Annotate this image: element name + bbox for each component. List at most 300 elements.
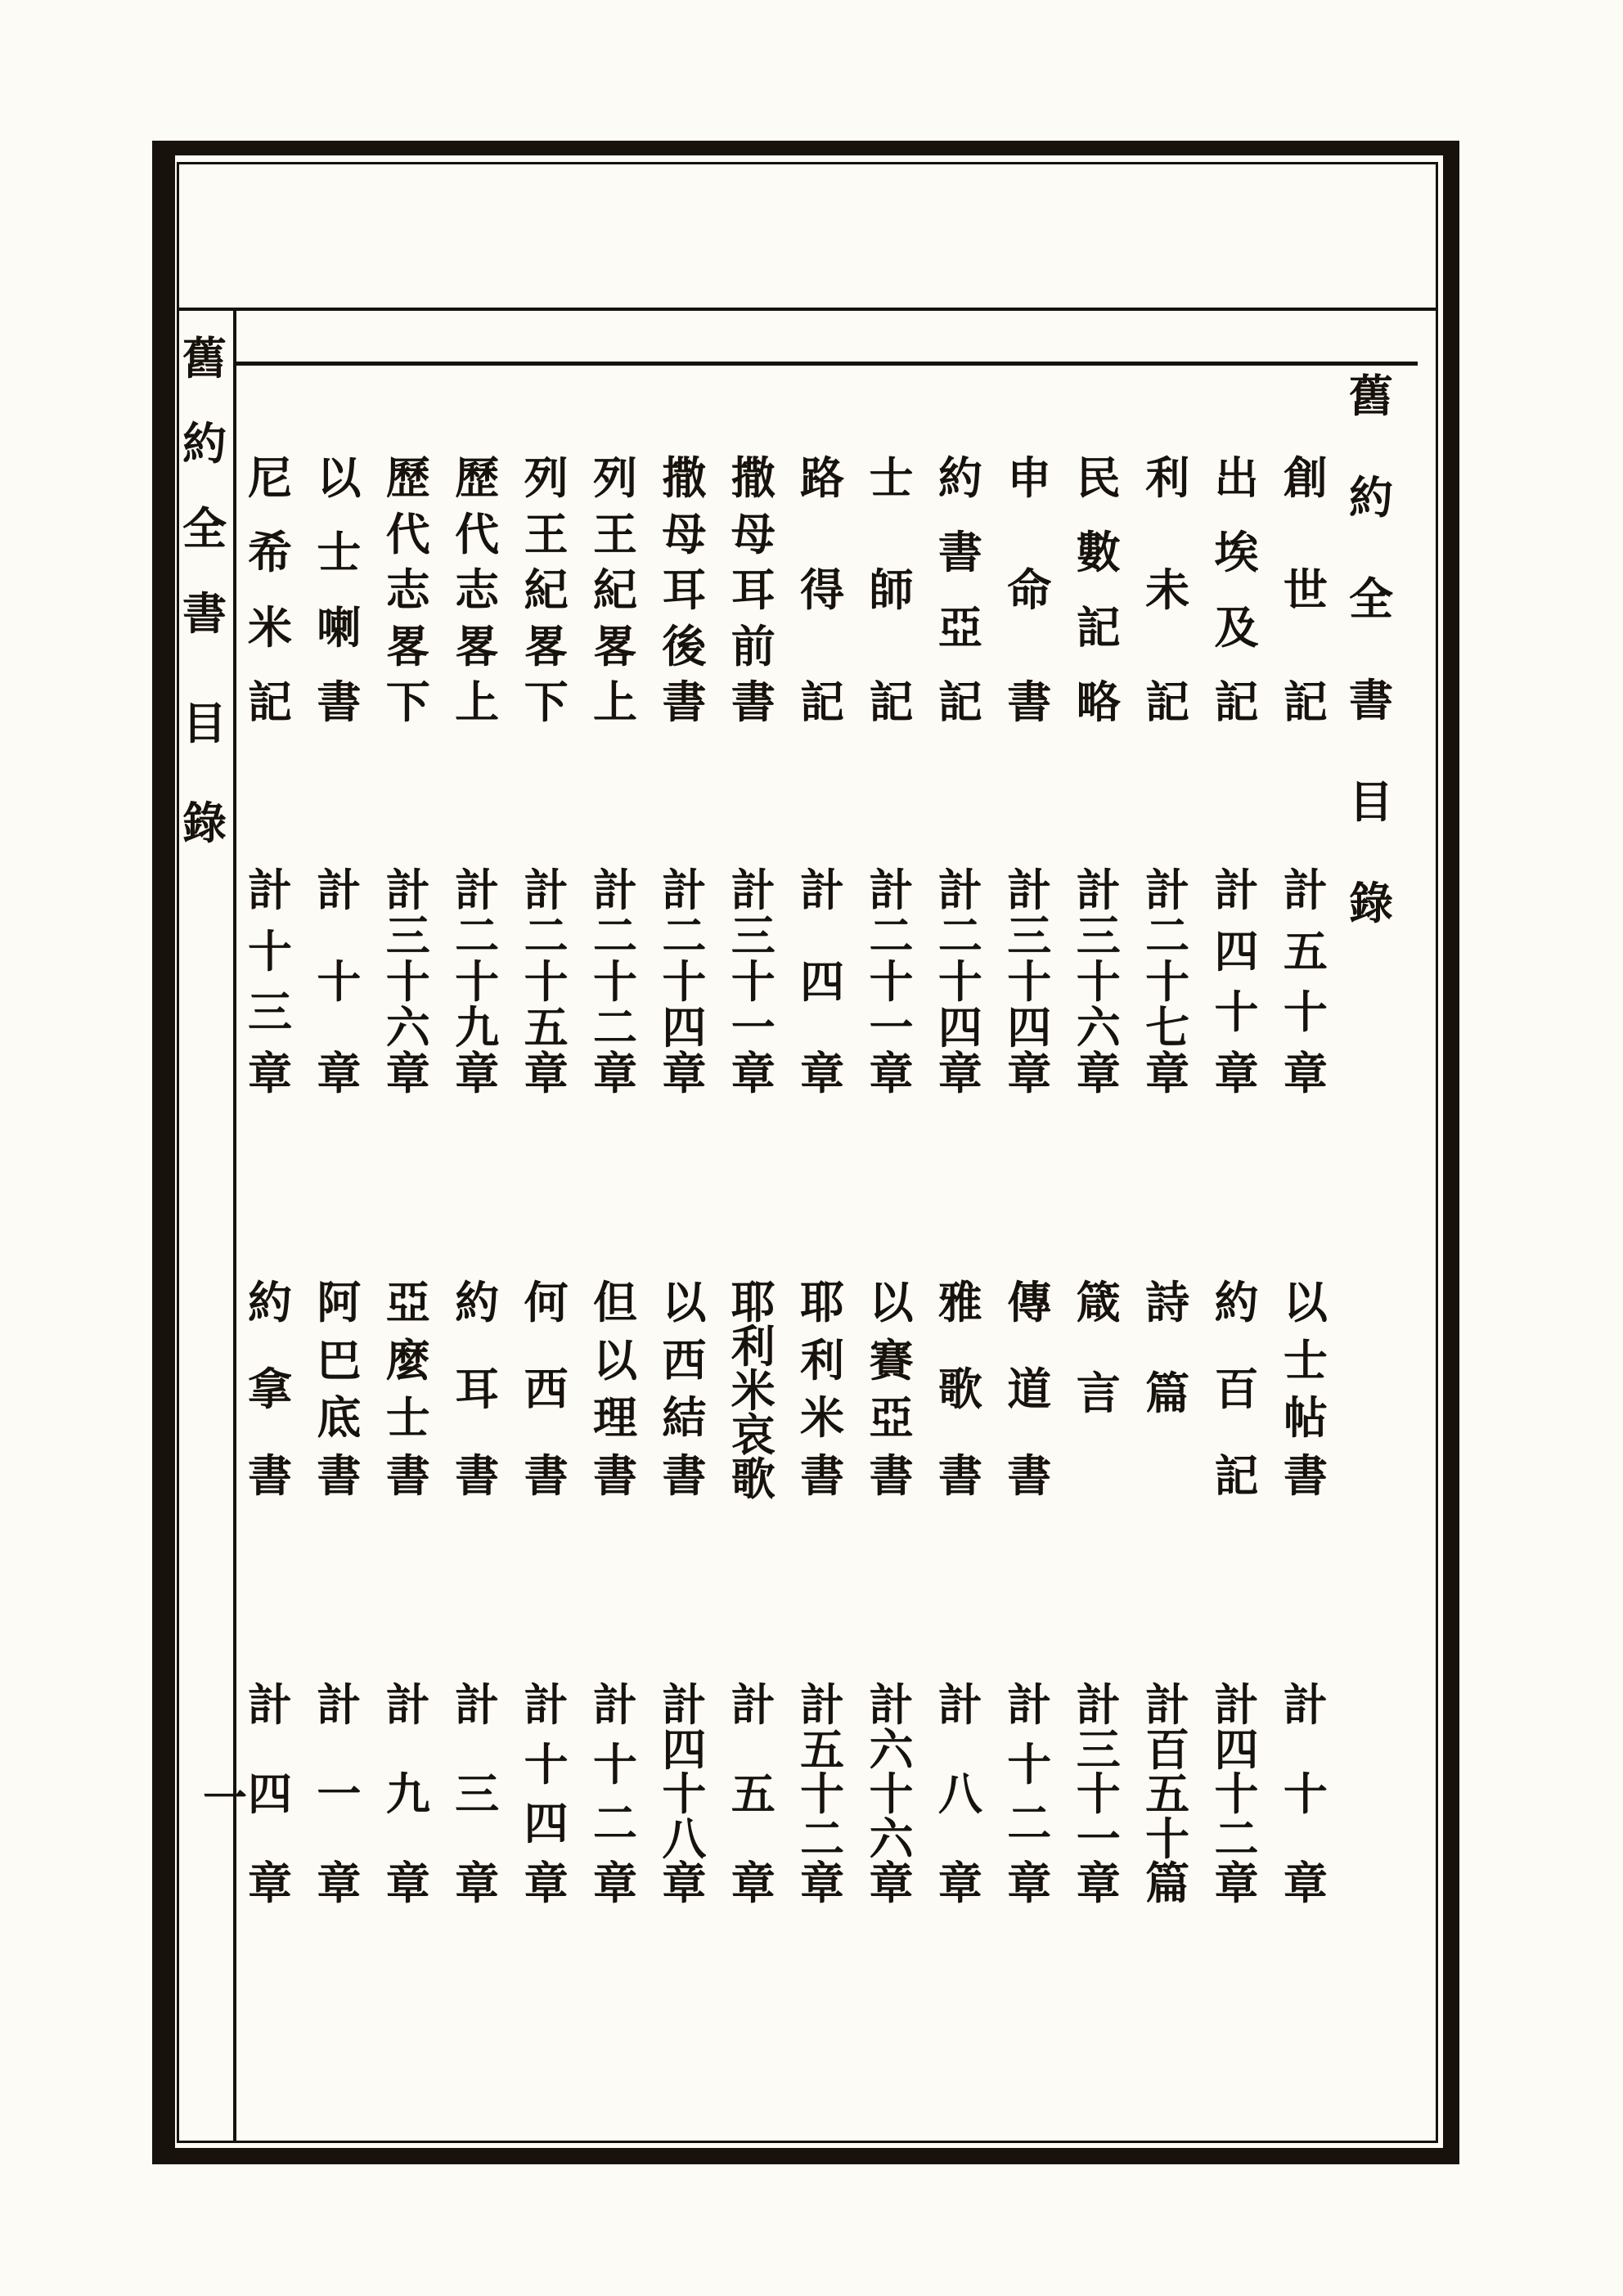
glyph: 章 [592, 1858, 637, 1908]
chapter-count [1072, 866, 1125, 1099]
glyph: 書 [592, 1451, 637, 1501]
glyph: 九 [455, 1004, 500, 1053]
glyph: 米 [248, 603, 292, 653]
glyph: 書 [731, 678, 776, 727]
glyph: 下 [524, 678, 569, 727]
glyph: 目 [182, 699, 227, 748]
glyph: 雅 [937, 1278, 982, 1328]
book-name [244, 1278, 296, 1501]
glyph: 耳 [662, 566, 707, 615]
glyph: 二 [869, 912, 914, 961]
glyph: 章 [731, 1049, 776, 1099]
book-name [934, 1278, 987, 1501]
glyph: 以 [662, 1278, 707, 1328]
glyph: 十 [869, 1770, 914, 1819]
glyph: 章 [800, 1859, 845, 1908]
glyph: 希 [248, 528, 292, 578]
glyph: 上 [455, 678, 500, 727]
glyph: 得 [800, 566, 845, 615]
glyph: 阿 [317, 1278, 362, 1328]
glyph: 章 [937, 1049, 982, 1099]
glyph: 篇 [1145, 1859, 1190, 1908]
book-name [451, 456, 503, 725]
glyph: 二 [1145, 912, 1190, 961]
book-name [1279, 456, 1332, 725]
glyph: 計 [385, 1681, 430, 1730]
glyph: 十 [1214, 1770, 1259, 1819]
glyph: 章 [317, 1049, 362, 1099]
glyph: 計 [524, 1681, 569, 1730]
glyph: 計 [455, 1681, 500, 1730]
chapter-count [589, 1683, 641, 1906]
glyph: 計 [592, 1681, 637, 1730]
glyph: 計 [248, 866, 292, 915]
glyph: 以 [317, 454, 362, 503]
glyph: 十 [592, 958, 637, 1007]
glyph: 耶 [800, 1278, 845, 1328]
glyph: 錄 [1349, 879, 1393, 928]
book-name [658, 456, 710, 725]
book-name [382, 456, 434, 725]
glyph: 麼 [385, 1336, 430, 1386]
glyph: 亞 [869, 1394, 914, 1444]
glyph: 十 [662, 1770, 707, 1819]
glyph: 章 [1007, 1858, 1052, 1908]
glyph: 二 [455, 912, 500, 961]
book-name [451, 1278, 503, 1501]
glyph: 六 [869, 1725, 914, 1775]
glyph: 二 [662, 912, 707, 961]
chapter-count [865, 1683, 918, 1906]
glyph: 全 [182, 505, 227, 554]
glyph: 十 [731, 958, 776, 1007]
glyph: 章 [1214, 1049, 1259, 1099]
glyph: 十 [1283, 1770, 1328, 1819]
chapter-count [796, 1683, 848, 1906]
glyph: 約 [455, 1278, 500, 1328]
chapter-count [658, 866, 710, 1099]
glyph: 埃 [1214, 528, 1259, 578]
chapter-count [1210, 1683, 1262, 1906]
glyph: 章 [1076, 1049, 1121, 1099]
glyph: 撒 [662, 454, 707, 503]
glyph: 記 [248, 677, 292, 727]
book-name [589, 456, 641, 725]
glyph: 民 [1076, 454, 1121, 503]
glyph: 士 [317, 528, 362, 578]
glyph: 十 [937, 958, 982, 1007]
glyph: 代 [455, 510, 500, 559]
glyph: 數 [1076, 528, 1121, 578]
glyph: 母 [662, 510, 707, 559]
glyph: 計 [317, 1681, 362, 1730]
glyph: 計 [1007, 866, 1052, 915]
glyph: 詩 [1145, 1278, 1190, 1328]
glyph: 二 [592, 1800, 637, 1849]
glyph: 十 [1076, 1770, 1121, 1819]
top-band-rule [177, 308, 1438, 311]
glyph: 章 [385, 1859, 430, 1908]
glyph: 書 [800, 1451, 845, 1501]
margin-divider-line [233, 308, 236, 2143]
glyph: 章 [455, 1049, 500, 1099]
chapter-counts-row-1 [244, 866, 1332, 1099]
book-name [1210, 1278, 1262, 1501]
glyph: 計 [1076, 866, 1121, 915]
glyph: 計 [1214, 866, 1259, 915]
glyph: 計 [937, 866, 982, 915]
glyph: 十 [869, 958, 914, 1007]
glyph: 記 [1076, 603, 1121, 653]
glyph: 四 [1214, 927, 1259, 977]
glyph: 喇 [317, 603, 362, 653]
glyph: 六 [869, 1814, 914, 1864]
glyph: 耳 [455, 1365, 500, 1414]
glyph: 章 [1007, 1049, 1052, 1099]
book-name [727, 456, 780, 725]
book-name [312, 1278, 365, 1501]
book-name [244, 456, 296, 725]
glyph: 耳 [731, 566, 776, 615]
glyph: 以 [592, 1336, 637, 1386]
chapter-count [1210, 866, 1262, 1099]
page-number: 一 [203, 1774, 247, 1823]
glyph: 畧 [524, 622, 569, 672]
glyph: 計 [1145, 1681, 1190, 1730]
glyph: 五 [524, 1004, 569, 1053]
glyph: 二 [1007, 1800, 1052, 1849]
glyph: 計 [1283, 866, 1328, 915]
glyph: 十 [1145, 1814, 1190, 1864]
glyph: 章 [662, 1859, 707, 1908]
glyph: 九 [385, 1770, 430, 1819]
glyph: 篇 [1145, 1368, 1190, 1418]
glyph: 七 [1145, 1004, 1190, 1053]
glyph: 四 [662, 1725, 707, 1775]
glyph: 章 [385, 1049, 430, 1099]
glyph: 計 [1283, 1681, 1328, 1730]
glyph: 畧 [385, 622, 430, 672]
glyph: 書 [182, 590, 227, 639]
chapter-count [1141, 866, 1194, 1099]
glyph: 舊 [1349, 372, 1393, 421]
glyph: 一 [731, 1004, 776, 1053]
glyph: 書 [385, 1451, 430, 1501]
glyph: 六 [385, 1004, 430, 1053]
chapter-count [451, 1683, 503, 1906]
glyph: 計 [1007, 1681, 1052, 1730]
margin-section-label [181, 699, 228, 848]
glyph: 未 [1145, 566, 1190, 615]
glyph: 王 [524, 510, 569, 559]
glyph: 十 [662, 958, 707, 1007]
glyph: 略 [1076, 677, 1121, 727]
chapter-count [382, 1683, 434, 1906]
chapter-count [1003, 866, 1055, 1099]
glyph: 五 [800, 1725, 845, 1775]
glyph: 八 [937, 1770, 982, 1819]
chapter-count [312, 866, 365, 1099]
chapter-count [934, 1683, 987, 1906]
glyph: 亞 [385, 1278, 430, 1328]
glyph: 利 [1145, 454, 1190, 503]
glyph: 全 [1349, 575, 1393, 624]
glyph: 前 [731, 622, 776, 672]
glyph: 計 [731, 866, 776, 915]
glyph: 二 [592, 912, 637, 961]
glyph: 十 [1076, 958, 1121, 1007]
book-name [589, 1278, 641, 1501]
glyph: 三 [731, 912, 776, 961]
glyph: 四 [248, 1770, 292, 1819]
glyph: 約 [1349, 474, 1393, 523]
glyph: 章 [524, 1049, 569, 1099]
glyph: 章 [592, 1049, 637, 1099]
glyph: 章 [1283, 1859, 1328, 1908]
book-name [1072, 1278, 1125, 1418]
glyph: 計 [731, 1681, 776, 1730]
glyph: 亞 [937, 603, 982, 653]
glyph: 五 [731, 1770, 776, 1819]
glyph: 十 [592, 1740, 637, 1790]
glyph: 十 [317, 958, 362, 1007]
chapter-count [934, 866, 987, 1099]
glyph: 章 [1214, 1859, 1259, 1908]
glyph: 計 [248, 1681, 292, 1730]
glyph: 十 [385, 958, 430, 1007]
book-name [382, 1278, 434, 1501]
glyph: 章 [1283, 1049, 1328, 1099]
glyph: 章 [1145, 1049, 1190, 1099]
chapter-count [589, 866, 641, 1099]
book-name [1003, 456, 1055, 725]
book-names-row-2 [244, 1278, 1332, 1504]
glyph: 利 [731, 1323, 776, 1372]
book-name [727, 1278, 780, 1504]
glyph: 西 [524, 1365, 569, 1414]
glyph: 十 [248, 927, 292, 977]
glyph: 十 [524, 958, 569, 1007]
glyph: 三 [455, 1770, 500, 1819]
glyph: 以 [869, 1278, 914, 1328]
glyph: 章 [731, 1859, 776, 1908]
glyph: 及 [1214, 603, 1259, 653]
glyph: 書 [1349, 676, 1393, 726]
glyph: 書 [1283, 1451, 1328, 1501]
book-name [1072, 456, 1125, 725]
glyph: 八 [662, 1814, 707, 1864]
glyph: 五 [1145, 1770, 1190, 1819]
glyph: 計 [662, 866, 707, 915]
glyph: 計 [592, 866, 637, 915]
glyph: 計 [455, 866, 500, 915]
glyph: 創 [1283, 454, 1328, 503]
glyph: 五 [1283, 927, 1328, 977]
book-name [934, 456, 987, 725]
glyph: 書 [455, 1452, 500, 1501]
glyph: 四 [1214, 1725, 1259, 1775]
book-name [796, 456, 848, 725]
book-name [312, 456, 365, 725]
glyph: 記 [1283, 678, 1328, 727]
glyph: 章 [1076, 1859, 1121, 1908]
chapter-count [382, 866, 434, 1099]
glyph: 王 [592, 510, 637, 559]
glyph: 計 [524, 866, 569, 915]
glyph: 命 [1007, 566, 1052, 615]
glyph: 米 [800, 1394, 845, 1444]
chapter-count [865, 866, 918, 1099]
book-name [1279, 1278, 1332, 1501]
glyph: 計 [1076, 1681, 1121, 1730]
glyph: 畧 [455, 622, 500, 672]
glyph: 計 [385, 866, 430, 915]
glyph: 四 [524, 1800, 569, 1849]
glyph: 紀 [524, 566, 569, 615]
glyph: 士 [869, 454, 914, 503]
chapter-count [244, 866, 296, 1099]
glyph: 章 [248, 1859, 292, 1908]
glyph: 師 [869, 566, 914, 615]
glyph: 章 [869, 1859, 914, 1908]
glyph: 書 [937, 1452, 982, 1501]
glyph: 十 [800, 1770, 845, 1819]
glyph: 撒 [731, 454, 776, 503]
glyph: 歌 [731, 1455, 776, 1504]
chapter-count [1279, 1683, 1332, 1906]
book-name [520, 1278, 573, 1501]
glyph: 約 [937, 454, 982, 503]
glyph: 一 [1076, 1814, 1121, 1864]
glyph: 約 [182, 420, 227, 469]
glyph: 言 [1076, 1368, 1121, 1418]
glyph: 計 [800, 1681, 845, 1730]
glyph: 路 [800, 454, 845, 503]
glyph: 世 [1283, 566, 1328, 615]
glyph: 耶 [731, 1278, 776, 1328]
book-name [1141, 456, 1194, 725]
glyph: 章 [662, 1049, 707, 1099]
glyph: 一 [869, 1004, 914, 1053]
glyph: 計 [1145, 866, 1190, 915]
glyph: 三 [1076, 1725, 1121, 1775]
glyph: 書 [1007, 1452, 1052, 1501]
glyph: 四 [662, 1004, 707, 1053]
glyph: 一 [317, 1770, 362, 1819]
glyph: 計 [869, 866, 914, 915]
glyph: 約 [248, 1278, 292, 1328]
chapter-count [312, 1683, 365, 1906]
glyph: 六 [1076, 1004, 1121, 1053]
glyph: 四 [937, 1004, 982, 1053]
glyph: 書 [662, 1451, 707, 1501]
glyph: 三 [1007, 912, 1052, 961]
glyph: 西 [662, 1336, 707, 1386]
book-name [1141, 1278, 1194, 1418]
glyph: 目 [1349, 778, 1393, 827]
glyph: 書 [662, 678, 707, 727]
glyph: 申 [1007, 454, 1052, 503]
glyph: 以 [1283, 1278, 1328, 1328]
glyph: 計 [869, 1681, 914, 1730]
book-name [658, 1278, 710, 1501]
glyph: 計 [937, 1681, 982, 1730]
chapter-count [727, 1683, 780, 1906]
glyph: 二 [592, 1004, 637, 1053]
glyph: 理 [592, 1394, 637, 1444]
glyph: 十 [524, 1740, 569, 1790]
glyph: 拿 [248, 1365, 292, 1414]
glyph: 四 [1007, 1004, 1052, 1053]
glyph: 歌 [937, 1365, 982, 1414]
glyph: 二 [524, 912, 569, 961]
glyph: 約 [1214, 1278, 1259, 1328]
glyph: 畧 [592, 622, 637, 672]
glyph: 二 [1214, 1814, 1259, 1864]
glyph: 出 [1214, 454, 1259, 503]
book-name [1210, 456, 1262, 725]
glyph: 三 [1076, 912, 1121, 961]
glyph: 舊 [182, 335, 227, 384]
glyph: 箴 [1076, 1278, 1121, 1328]
glyph: 錄 [182, 799, 227, 848]
glyph: 十 [1145, 958, 1190, 1007]
chapter-count [1003, 1683, 1055, 1906]
glyph: 章 [937, 1859, 982, 1908]
glyph: 賽 [869, 1336, 914, 1386]
glyph: 米 [731, 1367, 776, 1416]
glyph: 計 [800, 866, 845, 915]
book-name [1003, 1278, 1055, 1501]
glyph: 書 [317, 1451, 362, 1501]
glyph: 書 [1007, 678, 1052, 727]
glyph: 章 [800, 1049, 845, 1099]
chapter-count [727, 866, 780, 1099]
glyph: 歷 [385, 454, 430, 503]
chapter-counts-row-2 [244, 1683, 1332, 1906]
glyph: 百 [1214, 1365, 1259, 1414]
glyph: 代 [385, 510, 430, 559]
chapter-count [520, 1683, 573, 1906]
glyph: 十 [455, 958, 500, 1007]
glyph: 三 [248, 988, 292, 1038]
glyph: 何 [524, 1278, 569, 1328]
chapter-count [1279, 866, 1332, 1099]
glyph: 章 [455, 1859, 500, 1908]
book-names-row-1 [244, 456, 1332, 725]
glyph: 上 [592, 678, 637, 727]
glyph: 士 [1283, 1336, 1328, 1386]
glyph: 記 [800, 678, 845, 727]
book-name [865, 1278, 918, 1501]
glyph: 書 [524, 1452, 569, 1501]
glyph: 尼 [248, 454, 292, 503]
glyph: 道 [1007, 1365, 1052, 1414]
glyph: 章 [869, 1049, 914, 1099]
glyph: 歷 [455, 454, 500, 503]
glyph: 結 [662, 1394, 707, 1444]
glyph: 巴 [317, 1336, 362, 1386]
glyph: 十 [1007, 958, 1052, 1007]
glyph: 列 [592, 454, 637, 503]
glyph: 記 [1214, 677, 1259, 727]
chapter-count [244, 1683, 296, 1906]
glyph: 士 [385, 1394, 430, 1444]
glyph: 二 [937, 912, 982, 961]
glyph: 書 [248, 1452, 292, 1501]
glyph: 母 [731, 510, 776, 559]
glyph: 利 [800, 1336, 845, 1386]
